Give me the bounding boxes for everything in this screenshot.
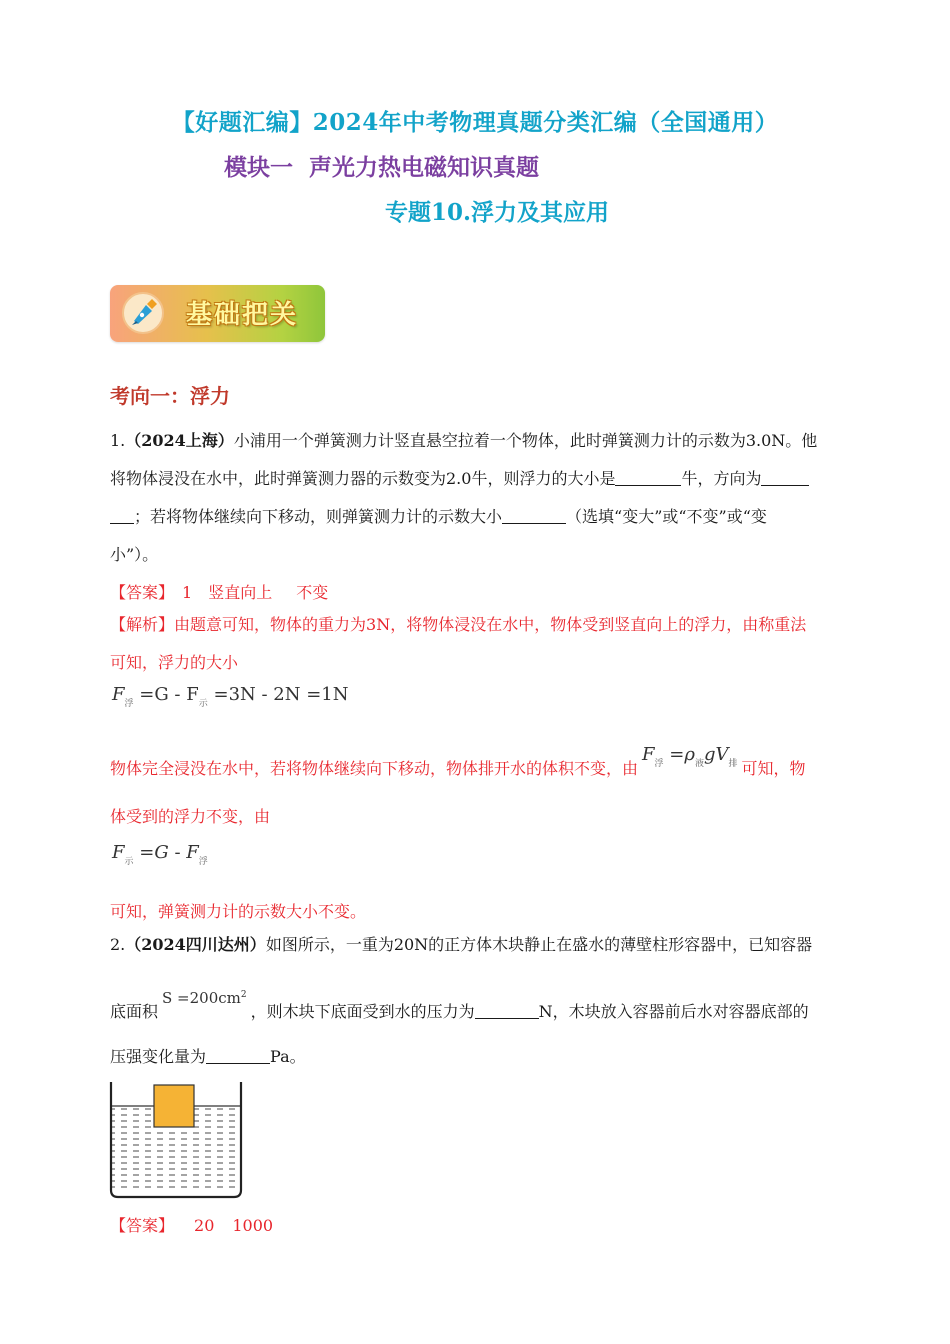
formula-text: =G - F — [139, 684, 199, 705]
analysis-label: 【解析】 — [110, 615, 175, 634]
answer-blank[interactable] — [615, 469, 681, 486]
q1-text: 牛，方向为 — [681, 469, 762, 488]
pen-nib-icon — [122, 292, 164, 334]
q1-line-4: 小”）。 — [110, 545, 159, 564]
q2-answer — [110, 1207, 845, 1245]
q2-text: 底面积 — [110, 1002, 159, 1021]
q2-number: 2. — [110, 935, 126, 954]
analysis-text: 可知，物 — [741, 759, 806, 778]
formula-sub: 浮 — [124, 699, 134, 709]
analysis-text: 由题意可知，物体的重力为3N，将物体浸没在水中，物体受到竖直向上的浮力，由称重法 — [174, 615, 807, 634]
q1-analysis-1 — [110, 606, 845, 644]
answer-value: 1000 — [232, 1216, 274, 1235]
q2-text: N，木块放入容器前后水对容器底部的 — [538, 1002, 809, 1021]
answer-blank[interactable] — [475, 1002, 539, 1019]
formula-reading: $F_示 =G - F_浮$ — [112, 842, 208, 867]
answer-blank[interactable] — [761, 469, 809, 486]
q1-analysis-3 — [110, 744, 845, 797]
answer-blank[interactable] — [502, 507, 566, 524]
answer-blank[interactable] — [206, 1047, 270, 1064]
q2-text: 如图所示，一重为20N的正方体木块静止在盛水的薄壁柱形容器中，已知容器 — [265, 935, 813, 954]
document-title: 【好题汇编】2024年中考物理真题分类汇编（全国通用） — [171, 109, 779, 136]
q2-line-1 — [110, 926, 845, 964]
answer-value: 1 — [182, 583, 193, 602]
wooden-block — [154, 1085, 194, 1127]
answer-label: 【答案】 — [110, 1216, 175, 1235]
answer-value: 20 — [194, 1216, 215, 1235]
q1-number: 1. — [110, 431, 126, 450]
formula-buoyancy: $F_浮 =G - F_示 =3N - 2N =1N$ — [112, 684, 349, 709]
formula-sub: 液 — [694, 759, 704, 769]
answer-blank[interactable] — [110, 507, 134, 524]
q1-line-2 — [110, 460, 845, 498]
formula-area — [162, 989, 247, 1007]
q1-text: 小浦用一个弹簧测力计竖直悬空拉着一个物体，此时弹簧测力计的示数为3.0N。他 — [233, 431, 818, 450]
q1-analysis-2: 可知，浮力的大小 — [110, 653, 239, 672]
section-badge — [110, 285, 325, 342]
answer-value: 竖直向上 — [208, 583, 273, 602]
q2-text: Pa。 — [270, 1047, 306, 1066]
topic-title: 专题10.浮力及其应用 — [385, 199, 610, 226]
formula-sub: 排 — [728, 759, 738, 769]
formula-sub: 示 — [124, 857, 134, 867]
formula-text: S =200cm — [162, 989, 241, 1007]
formula-exp: 2 — [240, 990, 247, 1000]
analysis-text: 物体完全浸没在水中，若将物体继续向下移动，物体排开水的体积不变，由 — [110, 759, 639, 778]
q1-source: （2024上海） — [125, 431, 234, 450]
q1-text: 将物体浸没在水中，此时弹簧测力器的示数变为2.0牛，则浮力的大小是 — [110, 469, 616, 488]
q2-text: ，则木块下底面受到水的压力为 — [250, 1002, 475, 1021]
q1-text: （选填“变大”或“不变”或“变 — [566, 507, 767, 526]
container-figure — [108, 1082, 244, 1202]
badge-label: 基础把关 — [186, 300, 299, 330]
q1-line-1 — [110, 422, 845, 460]
formula-sub: 示 — [198, 699, 208, 709]
answer-label: 【答案】 — [110, 583, 175, 602]
module-title: 模块一 声光力热电磁知识真题 — [224, 154, 540, 181]
q1-text: ；若将物体继续向下移动，则弹簧测力计的示数大小 — [134, 507, 503, 526]
formula-text: =3N - 2N =1N — [213, 684, 349, 705]
formula-sub: 浮 — [654, 759, 664, 769]
q2-source: （2024四川达州） — [125, 935, 266, 954]
q2-line-2 — [110, 990, 845, 1031]
formula-archimedes: $F_浮 =\rho_液gV_排$ — [642, 744, 738, 769]
q1-analysis-4: 体受到的浮力不变，由 — [110, 807, 271, 826]
q1-analysis-5: 可知，弹簧测力计的示数大小不变。 — [110, 902, 367, 921]
q2-line-3 — [110, 1038, 845, 1076]
answer-value: 不变 — [296, 583, 329, 602]
q2-text: 压强变化量为 — [110, 1047, 207, 1066]
section-heading: 考向一：浮力 — [110, 384, 230, 408]
q1-line-3 — [110, 498, 845, 536]
formula-sub: 浮 — [198, 857, 208, 867]
